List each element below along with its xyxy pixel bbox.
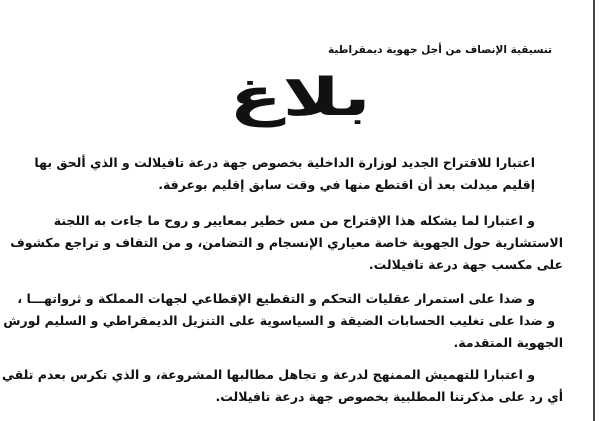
paragraph-3: [3, 288, 563, 354]
paragraph-line: و ضدا على استمرار عقليات التحكم و التقطيع الإقطاعي لجهات المملكة و ثرواتهـــا ،: [17, 291, 535, 306]
paragraph-line: على مكسب جهة درعة تافيلالت.: [368, 257, 563, 272]
organization-name: تنسيقية الإنصاف من أجل جهوية ديمقراطية: [327, 44, 552, 56]
paragraph-line: و اعتبارا للتهميش الممنهج لدرعة و تجاهل مطالبها المشروعة، و الذي تكرس بعدم تلقي: [2, 367, 535, 382]
document-title: بلاغ: [229, 68, 371, 128]
paragraph-line: الجهوية المتقدمة.: [453, 335, 563, 350]
paragraph-1: [34, 152, 553, 196]
paragraph-line: و اعتبارا لما يشكله هذا الإقتراح من مس خطير بمعايير و روح ما جاءت به اللجنة: [53, 213, 535, 228]
paragraph-line: الاستشارية حول الجهوية خاصة معياري الإنسجام و التضامن، و من التفاف و تراجع مكشوف: [10, 235, 563, 250]
paragraph-line: و ضدا على تغليب الحسابات الضيقة و السياسوية على التنزيل الديمقراطي و السليم لورش: [3, 313, 555, 328]
paragraph-4: [2, 364, 563, 408]
paragraph-line: أي رد على مذكرتنا المطلبية بخصوص جهة درعة تافيلالت.: [215, 389, 563, 404]
paragraph-line: إقليم ميدلت بعد أن اقتطع منها في وقت سابق إقليم بوعرفة.: [158, 177, 535, 192]
paragraph-2: [10, 210, 563, 276]
paragraph-line: اعتبارا للاقتراح الجديد لوزارة الداخلية بخصوص جهة درعة تافيلالت و الذي ألحق بها: [34, 155, 535, 170]
